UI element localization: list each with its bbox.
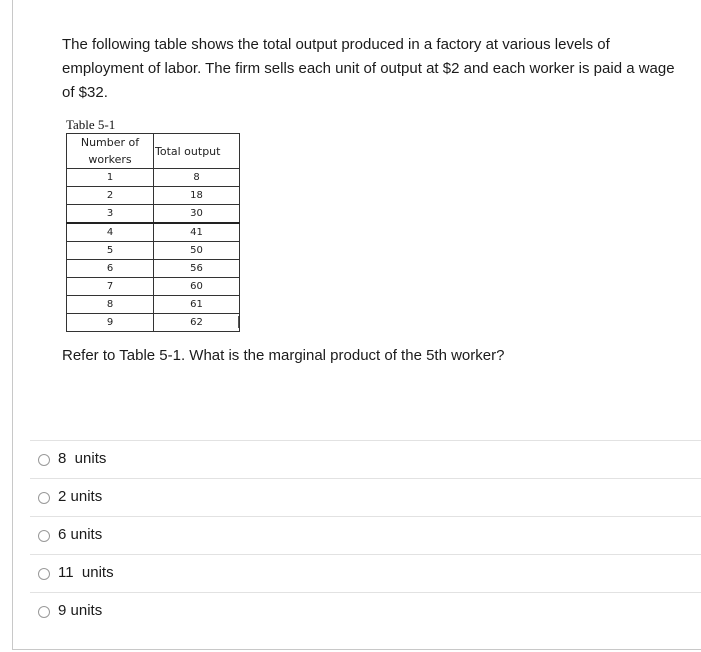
header-total-output: Total output [154, 134, 240, 169]
cell-output: 30 [154, 205, 240, 224]
cell-output: 50 [154, 242, 240, 260]
radio-button[interactable] [38, 568, 50, 580]
cell-workers: 4 [67, 223, 154, 242]
cell-output: 60 [154, 278, 240, 296]
answer-option[interactable] [30, 592, 701, 630]
question-prompt: Refer to Table 5-1. What is the marginal product of the 5th worker? [62, 347, 505, 364]
cell-workers: 3 [67, 205, 154, 224]
table-edge-mark [238, 316, 239, 328]
cell-workers: 7 [67, 278, 154, 296]
radio-button[interactable] [38, 492, 50, 504]
table-row [67, 242, 240, 260]
cell-workers: 9 [67, 314, 154, 332]
radio-button[interactable] [38, 454, 50, 466]
table-caption: Table 5-1 [66, 117, 116, 132]
table-row [67, 260, 240, 278]
cell-workers: 8 [67, 296, 154, 314]
answer-option[interactable] [30, 478, 701, 516]
answer-option[interactable] [30, 440, 701, 478]
answer-option-label: 11 units [58, 564, 114, 581]
cell-workers: 6 [67, 260, 154, 278]
cell-workers: 2 [67, 187, 154, 205]
answer-option-label: 2 units [58, 488, 103, 505]
cell-output: 62 [154, 314, 240, 332]
table-row [67, 296, 240, 314]
answer-option-label: 6 units [58, 526, 103, 543]
cell-output: 8 [154, 169, 240, 187]
table-header-row [67, 134, 240, 169]
cell-output: 56 [154, 260, 240, 278]
cell-workers: 5 [67, 242, 154, 260]
radio-button[interactable] [38, 530, 50, 542]
answer-option[interactable] [30, 516, 701, 554]
answer-option-label: 9 units [58, 602, 103, 619]
answer-option[interactable] [30, 554, 701, 592]
table-row [67, 278, 240, 296]
answer-option-label: 8 units [58, 450, 107, 467]
table-row [67, 187, 240, 205]
cell-workers: 1 [67, 169, 154, 187]
answer-options [30, 440, 701, 630]
header-number-of-workers: Number of workers [67, 134, 154, 169]
cell-output: 41 [154, 223, 240, 242]
cell-output: 18 [154, 187, 240, 205]
data-table [66, 133, 240, 332]
radio-button[interactable] [38, 606, 50, 618]
table-row [67, 223, 240, 242]
cell-output: 61 [154, 296, 240, 314]
table-row [67, 314, 240, 332]
table-row [67, 205, 240, 224]
question-text: The following table shows the total output produced in a factory at various levels of employment of labor. The firm sells each unit of output at $2 and each worker is paid a wage of $32. [62, 36, 675, 101]
table-row [67, 169, 240, 187]
